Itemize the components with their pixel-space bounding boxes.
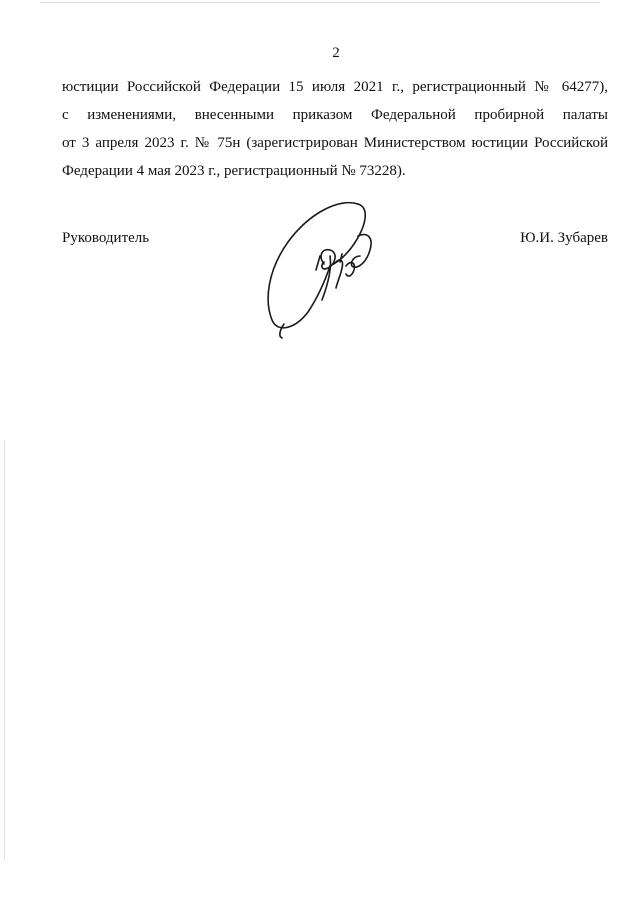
scan-edge-left-divider: [4, 440, 5, 860]
paragraph-line-3: от 3 апреля 2023 г. № 75н (зарегистрирован Министерством юстиции Российской: [62, 135, 608, 151]
page-number: 2: [332, 45, 340, 61]
paragraph: [62, 73, 608, 185]
paragraph-line-4: Федерации 4 мая 2023 г., регистрационный № 73228).: [62, 163, 406, 179]
signer-name: Ю.И. Зубарев: [520, 230, 608, 246]
paragraph-line-1: юстиции Российской Федерации 15 июля 2021 г., регистрационный № 64277),: [62, 79, 608, 95]
handwritten-signature-icon: [262, 196, 388, 340]
paragraph-line-2: с изменениями, внесенными приказом Федеральной пробирной палаты: [62, 107, 608, 123]
signer-position: Руководитель: [62, 230, 150, 246]
scan-edge-top-divider: [40, 2, 600, 3]
